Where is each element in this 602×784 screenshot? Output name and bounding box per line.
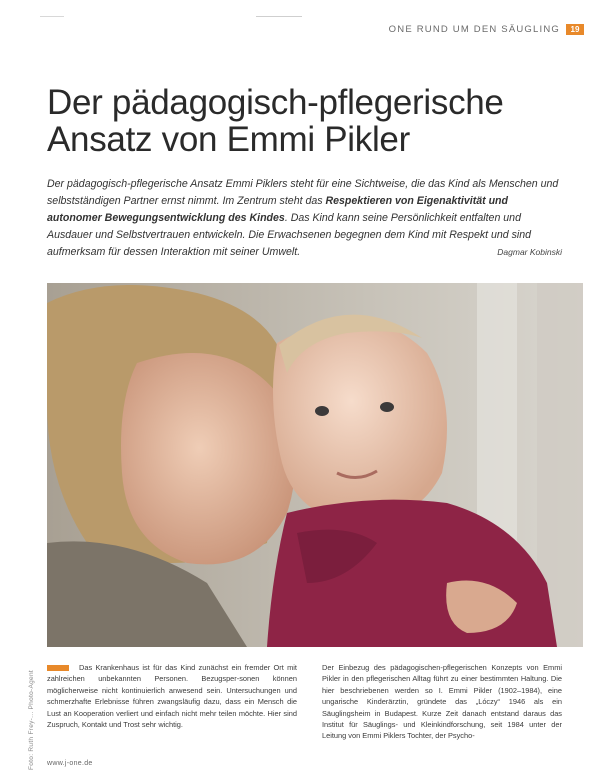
body-column-left [47, 662, 297, 730]
top-rule [40, 16, 64, 17]
author-name: Dagmar Kobinski [497, 247, 562, 257]
section-marker [47, 665, 69, 671]
article-title [47, 84, 567, 158]
body-text-right: Der Einbezug des pädagogischen-pflegerischen Konzepts von Emmi Pikler in den pflegerischen Alltag führt zu einer bestimmten Haltung. Die hier beschriebenen werden so I. Emmi Pikler (1902–1984), eine ungarische Kinderärztin, gründete das „Lóczy“ 1946 als ein Säuglingsheim in Budapest. Kurze Zeit danach entstand daraus das Institut für Säuglings- und Kleinkindforschung, seit 1984 unter der Leitung von Emmi Piklers Tochter, der Psycho- [322, 663, 562, 741]
body-column-right [322, 662, 562, 742]
intro-emphasis: Respektieren von Eigenaktivität und autonomer Bewegungsentwicklung des Kindes [47, 195, 508, 224]
mother-and-baby-photo [47, 283, 583, 647]
article-photo [47, 283, 583, 647]
photo-credit: Foto: Ruth Frey-... Photo-Agent [28, 670, 35, 770]
intro-text-1: Der pädagogisch-pflegerische Ansatz Emmi Piklers steht für eine Sichtweise, die das Kind als Menschen und selbstständigen Partner ernst nimmt. Im Zentrum steht das [47, 178, 559, 207]
section-label: ONE RUND UM DEN SÄUGLING [388, 23, 560, 35]
article-intro [47, 176, 562, 261]
page-number-badge: 19 [566, 24, 584, 35]
title-line-1: Der pädagogisch-pflegerische [47, 83, 504, 122]
body-text-left: Das Krankenhaus ist für das Kind zunächst ein fremder Ort mit zahlreichen unbekannten Personen. Bezugsper-sonen können möglicherweise nicht kontinuierlich anwesend sein. Untersuchungen und schmerzhafte Erlebnisse führen zwangsläufig dazu, dass ein Mensch die Lust an Kooperation verliert und einfach nicht mehr teilen möchte. Hier sind Zuspruch, Kontakt und Trost sehr wichtig. [47, 663, 297, 730]
title-line-2: Ansatz von Emmi Pikler [47, 120, 410, 159]
page-header [389, 22, 584, 36]
top-rule [256, 16, 302, 17]
footer-url: www.j-one.de [47, 760, 93, 767]
intro-text-2: . Das Kind kann seine Persönlichkeit entfalten und Ausdauer und Selbstvertrauen entwickeln. Die Erwachsenen begegnen dem Kind mit Respekt und sind aufmerksam für dessen Interaktion mit seiner Umwelt. [47, 212, 532, 258]
